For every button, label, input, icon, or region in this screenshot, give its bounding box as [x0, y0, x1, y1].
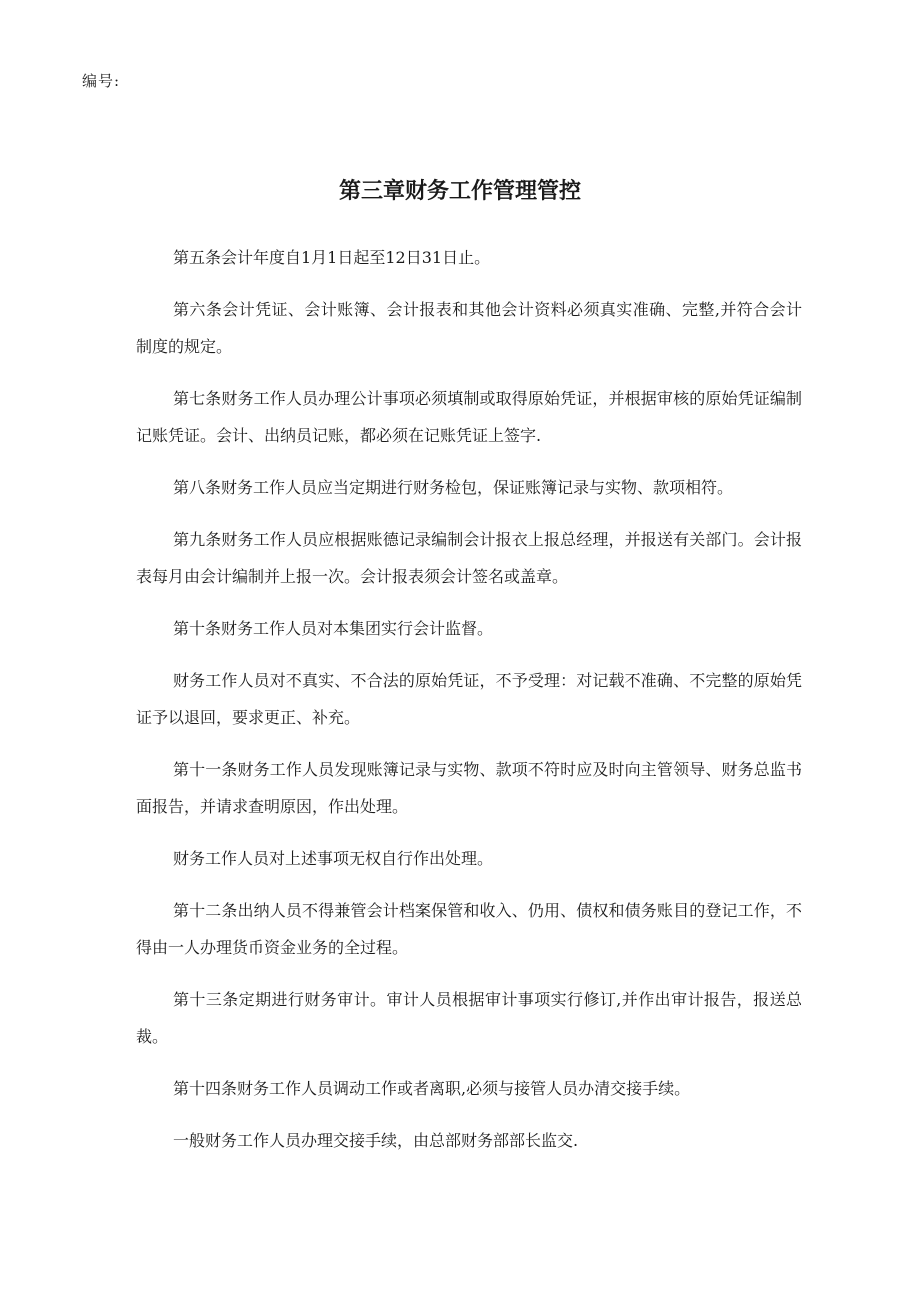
article-7-paragraph: 第七条财务工作人员办理公计事项必须填制或取得原始凭证，并根据审核的原始凭证编制记账凭证。会计、出纳员记账，都必须在记账凭证上签字. [136, 389, 802, 445]
article-14-paragraph: 第十四条财务工作人员调动工作或者离职,必须与接管人员办清交接手续。 [173, 1079, 691, 1098]
chapter-title: 第三章财务工作管理管控 [338, 179, 581, 204]
article-5-paragraph: 第五条会计年度自1月1日起至12日31日止。 [173, 248, 491, 267]
document-body [136, 239, 802, 1174]
article-9-paragraph: 第九条财务工作人员应根据账德记录编制会计报衣上报总经理，并报送有关部门。会计报表每月由会计编制并上报一次。会计报表须会计签名或盖章。 [136, 530, 802, 586]
article-8-paragraph: 第八条财务工作人员应当定期进行财务检包，保证账簿记录与实物、款项相符。 [173, 478, 734, 497]
article-6-paragraph: 第六条会计凭证、会计账簿、会计报表和其他会计资料必须真实准确、完整,并符合会计制度的规定。 [136, 300, 802, 356]
article-10-detail-paragraph: 财务工作人员对不真实、不合法的原始凭证，不予受理：对记载不准确、不完整的原始凭证予以退回，要求更正、补充。 [136, 671, 802, 727]
article-11-paragraph: 第十一条财务工作人员发现账簿记录与实物、款项不符时应及时向主管领导、财务总监书面报告，并请求查明原因，作出处理。 [136, 760, 802, 816]
article-10-paragraph: 第十条财务工作人员对本集团实行会计监督。 [173, 619, 494, 638]
article-14-detail-paragraph: 一般财务工作人员办理交接手续，由总部财务部部长监交. [173, 1131, 579, 1150]
article-11-detail-paragraph: 财务工作人员对上述事项无权自行作出处理。 [173, 849, 494, 868]
article-13-paragraph: 第十三条定期进行财务审计。审计人员根据审计事项实行修订,并作出审计报告，报送总裁。 [136, 990, 802, 1046]
article-12-paragraph: 第十二条出纳人员不得兼管会计档案保管和收入、仍用、债权和债务账目的登记工作，不得由一人办理货币资金业务的全过程。 [136, 901, 802, 957]
serial-number-label: 编号: [82, 72, 121, 90]
